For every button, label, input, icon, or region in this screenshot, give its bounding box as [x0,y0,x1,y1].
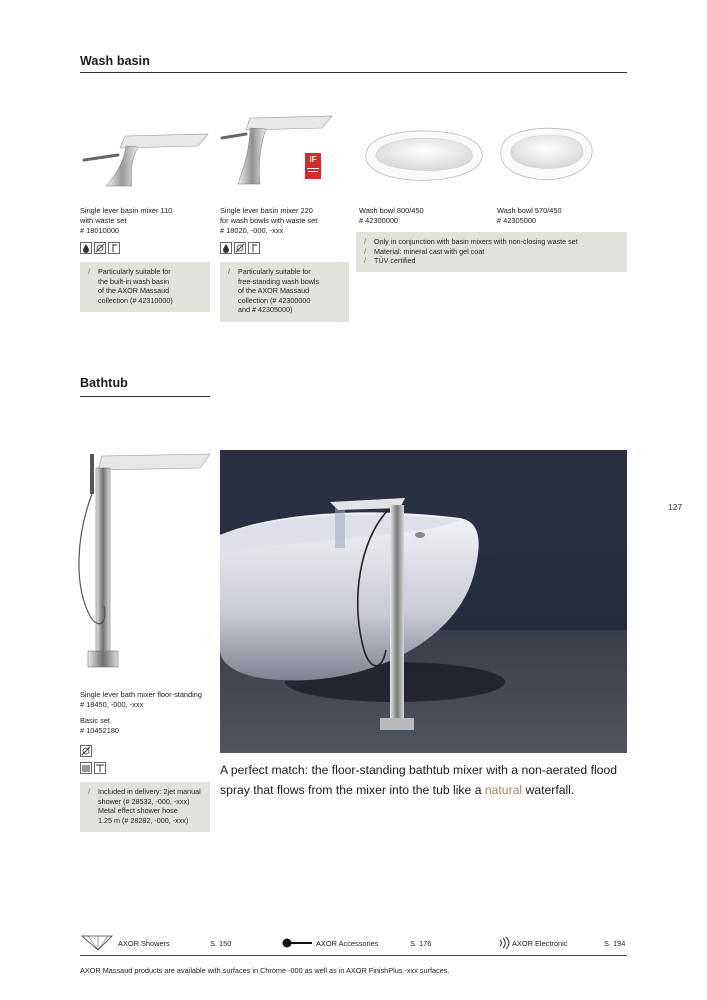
note-line: 1.25 m (# 28282, -000, -xxx) [98,815,189,825]
note-line: / Particularly suitable for [98,267,204,277]
no-aerator-icon [94,242,106,254]
note-box-220 [220,262,349,322]
note-line: / TÜV certified [374,256,621,266]
product-name: Wash bowl 800/450 [359,206,424,215]
sensor-wave-icon [498,936,510,950]
no-aerator-icon [80,745,92,757]
bath-mixer-caption [80,690,240,736]
accessory-knob-icon [282,938,314,948]
shower-head-icon [80,934,114,952]
basin-mixer-110-image [80,110,210,190]
footer-note: AXOR Massaud products are available with surfaces in Chrome -000 as well as in AXOR FinishPlus -xxx surfaces. [80,966,450,975]
bathtub-scene-photo [220,450,627,753]
footer-rule [80,955,627,956]
footer-link-page: S. 194 [604,939,626,948]
product-name: Single lever bath mixer floor-standing [80,690,203,699]
note-line: and # 42305000) [238,305,293,315]
section-rule [80,396,210,397]
note-line: / Included in delivery: 2jet manual [98,787,204,797]
note-line: collection (# 42300000 [238,295,311,305]
section-rule [80,72,627,73]
tagline-line: spray that flows from the mixer into the tub like a natural waterfall. [220,783,575,797]
footer-link-label: AXOR Electronic [512,939,568,948]
note-box-110 [80,262,210,312]
tagline-highlight: natural [484,783,523,797]
wash-bowl-570-image [497,124,597,186]
bath-mixer-floor-standing-image [74,446,214,674]
note-box-bath [80,782,210,832]
product-number: # 18010000 [80,226,120,235]
tall-body-icon [108,242,120,254]
product-name: Single lever basin mixer 110 [80,206,173,215]
product-name: Wash bowl 570/450 [497,206,562,215]
tall-body-icon [248,242,260,254]
note-line: / Particularly suitable for [238,267,343,277]
product-name: Single lever basin mixer 220 [220,206,313,215]
product-caption-220 [220,206,350,236]
note-line: of the AXOR Massaud [238,286,310,296]
tagline-line: A perfect match: the floor-standing bathtub mixer with a non-aerated flood [220,763,617,777]
product-detail: with waste set [80,216,127,225]
flow-drop-icon [220,242,232,254]
feature-icons-bath-bottom [80,762,106,774]
footer-link-showers[interactable] [80,936,240,950]
footer-link-label: AXOR Showers [118,939,170,948]
note-box-bowls [356,232,627,272]
basic-set-label: Basic set [80,716,110,725]
product-detail: for wash bowls with waste set [220,216,318,225]
note-line: of the AXOR Massaud [98,286,170,296]
section-title-bathtub: Bathtub [80,376,128,390]
note-line: / Only in conjunction with basin mixers with non-closing waste set [374,237,621,247]
note-line: shower (# 28532, -000, -xxx) [98,796,190,806]
note-line: Metal effect shower hose [98,806,178,816]
note-line: / Material: mineral cast with gel coat [374,247,621,257]
if-award-badge: iF [305,153,321,179]
no-aerator-icon [234,242,246,254]
feature-icons-bath-top [80,745,92,757]
stand-icon [94,762,106,774]
feature-icons-220 [220,242,260,254]
product-number: # 18020, -000, -xxx [220,226,284,235]
flow-drop-icon [80,242,92,254]
product-caption-bowl-800 [359,206,489,226]
footer-link-page: S. 150 [210,939,232,948]
basin-mixer-220-image [220,110,350,190]
product-number: # 42305000 [497,216,537,225]
product-number: # 18450, -000, -xxx [80,700,144,709]
tagline [220,760,640,800]
wash-bowl-800-image [362,126,487,186]
product-caption-bowl-570 [497,206,627,226]
section-title-wash-basin: Wash basin [80,54,150,68]
footer-link-page: S. 176 [410,939,432,948]
footer-link-electronic[interactable] [498,936,628,950]
note-line: free-standing wash bowls [238,276,320,286]
footer-link-accessories[interactable] [282,936,442,950]
shower-panel-icon [80,762,92,774]
basic-set-number: # 10452180 [80,726,120,735]
note-line: collection (# 42310000) [98,295,173,305]
product-number: # 42300000 [359,216,399,225]
note-line: the built-in wash basin [98,276,170,286]
product-caption-110 [80,206,210,236]
feature-icons-110 [80,242,120,254]
footer-link-label: AXOR Accessories [316,939,379,948]
page-number: 127 [668,502,683,512]
